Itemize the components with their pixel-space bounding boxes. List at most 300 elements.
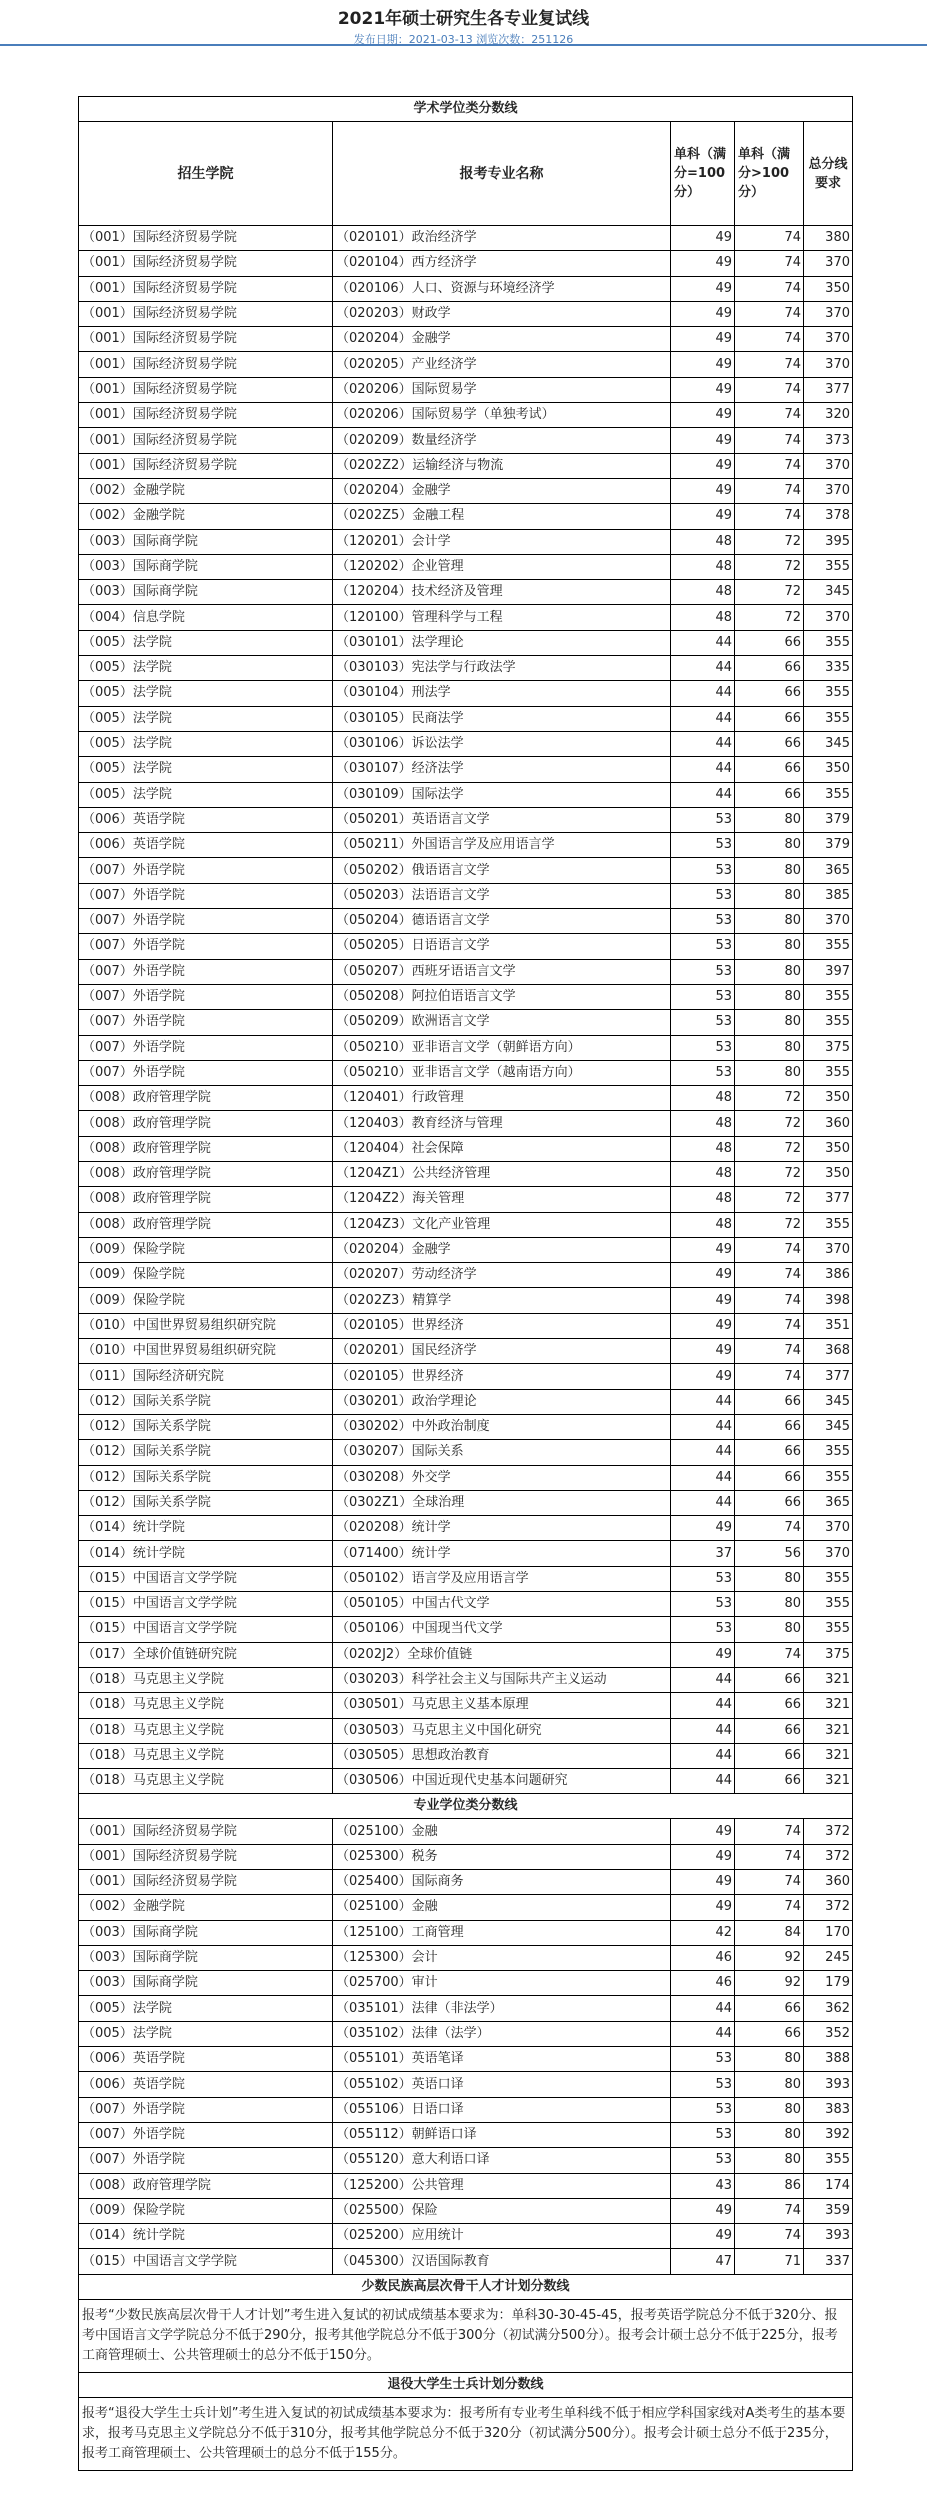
major-cell: （020205）产业经济学 xyxy=(333,352,671,377)
total-cell: 375 xyxy=(804,1642,853,1667)
single-gt100-cell: 66 xyxy=(735,782,804,807)
single-gt100-cell: 66 xyxy=(735,757,804,782)
academic-table-row xyxy=(79,327,853,352)
major-cell: （071400）统计学 xyxy=(333,1541,671,1566)
school-cell: （006）英语学院 xyxy=(79,833,333,858)
academic-table-row xyxy=(79,1313,853,1338)
single-100-cell: 53 xyxy=(671,1060,735,1085)
single-gt100-cell: 66 xyxy=(735,1769,804,1794)
single-100-cell: 47 xyxy=(671,2249,735,2274)
academic-table-row xyxy=(79,1136,853,1161)
school-cell: （001）国际经济贸易学院 xyxy=(79,301,333,326)
school-cell: （007）外语学院 xyxy=(79,909,333,934)
school-cell: （008）政府管理学院 xyxy=(79,1111,333,1136)
header-school: 招生学院 xyxy=(79,122,333,226)
single-gt100-cell: 80 xyxy=(735,1566,804,1591)
academic-table-row xyxy=(79,428,853,453)
school-cell: （003）国际商学院 xyxy=(79,1920,333,1945)
single-gt100-cell: 66 xyxy=(735,1718,804,1743)
school-cell: （014）统计学院 xyxy=(79,2224,333,2249)
academic-table-row xyxy=(79,605,853,630)
single-100-cell: 48 xyxy=(671,1187,735,1212)
school-cell: （003）国际商学院 xyxy=(79,580,333,605)
major-cell: （055120）意大利语口译 xyxy=(333,2148,671,2173)
single-100-cell: 49 xyxy=(671,478,735,503)
single-gt100-cell: 74 xyxy=(735,1870,804,1895)
total-cell: 383 xyxy=(804,2097,853,2122)
academic-table-row xyxy=(79,1187,853,1212)
single-gt100-cell: 72 xyxy=(735,580,804,605)
major-cell: （125100）工商管理 xyxy=(333,1920,671,1945)
major-cell: （0202J2）全球价值链 xyxy=(333,1642,671,1667)
major-cell: （030104）刑法学 xyxy=(333,681,671,706)
major-cell: （030505）思想政治教育 xyxy=(333,1743,671,1768)
single-100-cell: 49 xyxy=(671,1288,735,1313)
academic-table-row xyxy=(79,1642,853,1667)
total-cell: 355 xyxy=(804,681,853,706)
academic-table-row xyxy=(79,1086,853,1111)
school-cell: （001）国际经济贸易学院 xyxy=(79,453,333,478)
single-gt100-cell: 74 xyxy=(735,251,804,276)
academic-table-row xyxy=(79,1035,853,1060)
major-cell: （030503）马克思主义中国化研究 xyxy=(333,1718,671,1743)
total-cell: 350 xyxy=(804,1161,853,1186)
academic-table-row xyxy=(79,504,853,529)
academic-table-row xyxy=(79,1288,853,1313)
single-gt100-cell: 74 xyxy=(735,403,804,428)
single-gt100-cell: 74 xyxy=(735,2224,804,2249)
major-cell: （025200）应用统计 xyxy=(333,2224,671,2249)
single-gt100-cell: 74 xyxy=(735,428,804,453)
single-gt100-cell: 66 xyxy=(735,1667,804,1692)
school-cell: （003）国际商学院 xyxy=(79,529,333,554)
total-cell: 386 xyxy=(804,1263,853,1288)
school-cell: （012）国际关系学院 xyxy=(79,1490,333,1515)
professional-table-row xyxy=(79,2047,853,2072)
major-cell: （025500）保险 xyxy=(333,2198,671,2223)
major-cell: （055101）英语笔译 xyxy=(333,2047,671,2072)
single-100-cell: 49 xyxy=(671,226,735,251)
minority-section-title: 少数民族高层次骨干人才计划分数线 xyxy=(79,2274,853,2299)
single-100-cell: 49 xyxy=(671,1870,735,1895)
total-cell: 372 xyxy=(804,1819,853,1844)
major-cell: （120100）管理科学与工程 xyxy=(333,605,671,630)
school-cell: （008）政府管理学院 xyxy=(79,1086,333,1111)
total-cell: 350 xyxy=(804,276,853,301)
total-cell: 321 xyxy=(804,1667,853,1692)
single-gt100-cell: 66 xyxy=(735,656,804,681)
single-100-cell: 44 xyxy=(671,1490,735,1515)
school-cell: （009）保险学院 xyxy=(79,2198,333,2223)
single-gt100-cell: 66 xyxy=(735,1743,804,1768)
school-cell: （006）英语学院 xyxy=(79,2047,333,2072)
single-gt100-cell: 80 xyxy=(735,1060,804,1085)
school-cell: （012）国际关系学院 xyxy=(79,1440,333,1465)
major-cell: （020204）金融学 xyxy=(333,1237,671,1262)
academic-table-row xyxy=(79,1566,853,1591)
school-cell: （007）外语学院 xyxy=(79,1010,333,1035)
total-cell: 397 xyxy=(804,959,853,984)
total-cell: 351 xyxy=(804,1313,853,1338)
single-100-cell: 44 xyxy=(671,1440,735,1465)
single-gt100-cell: 74 xyxy=(735,1288,804,1313)
school-cell: （009）保险学院 xyxy=(79,1263,333,1288)
school-cell: （008）政府管理学院 xyxy=(79,1212,333,1237)
major-cell: （120404）社会保障 xyxy=(333,1136,671,1161)
major-cell: （030501）马克思主义基本原理 xyxy=(333,1693,671,1718)
school-cell: （007）外语学院 xyxy=(79,959,333,984)
school-cell: （001）国际经济贸易学院 xyxy=(79,428,333,453)
professional-table-row xyxy=(79,2021,853,2046)
professional-table-row xyxy=(79,2148,853,2173)
total-cell: 335 xyxy=(804,656,853,681)
school-cell: （002）金融学院 xyxy=(79,504,333,529)
academic-table-row xyxy=(79,1516,853,1541)
total-cell: 370 xyxy=(804,327,853,352)
single-gt100-cell: 86 xyxy=(735,2173,804,2198)
single-100-cell: 53 xyxy=(671,1617,735,1642)
academic-table-row xyxy=(79,1339,853,1364)
major-cell: （050208）阿拉伯语语言文学 xyxy=(333,984,671,1009)
major-cell: （0202Z3）精算学 xyxy=(333,1288,671,1313)
single-100-cell: 53 xyxy=(671,1035,735,1060)
total-cell: 360 xyxy=(804,1870,853,1895)
single-100-cell: 53 xyxy=(671,984,735,1009)
school-cell: （004）信息学院 xyxy=(79,605,333,630)
professional-table-row xyxy=(79,1920,853,1945)
single-100-cell: 49 xyxy=(671,1313,735,1338)
single-gt100-cell: 56 xyxy=(735,1541,804,1566)
professional-table-row xyxy=(79,2097,853,2122)
academic-table-row xyxy=(79,757,853,782)
single-100-cell: 48 xyxy=(671,1136,735,1161)
school-cell: （007）外语学院 xyxy=(79,2097,333,2122)
single-100-cell: 44 xyxy=(671,681,735,706)
total-cell: 355 xyxy=(804,1060,853,1085)
single-gt100-cell: 74 xyxy=(735,2198,804,2223)
header-major: 报考专业名称 xyxy=(333,122,671,226)
single-gt100-cell: 66 xyxy=(735,706,804,731)
single-100-cell: 49 xyxy=(671,276,735,301)
single-gt100-cell: 80 xyxy=(735,1010,804,1035)
school-cell: （007）外语学院 xyxy=(79,984,333,1009)
academic-table-row xyxy=(79,1718,853,1743)
single-gt100-cell: 66 xyxy=(735,1440,804,1465)
single-gt100-cell: 74 xyxy=(735,1895,804,1920)
major-cell: （020201）国民经济学 xyxy=(333,1339,671,1364)
school-cell: （003）国际商学院 xyxy=(79,554,333,579)
academic-table-row xyxy=(79,1490,853,1515)
school-cell: （001）国际经济贸易学院 xyxy=(79,327,333,352)
academic-section-row xyxy=(79,97,853,122)
total-cell: 321 xyxy=(804,1693,853,1718)
single-gt100-cell: 72 xyxy=(735,605,804,630)
academic-table-row xyxy=(79,731,853,756)
table-header-row xyxy=(79,122,853,226)
major-cell: （120403）教育经济与管理 xyxy=(333,1111,671,1136)
total-cell: 377 xyxy=(804,377,853,402)
minority-note: 报考“少数民族高层次骨干人才计划”考生进入复试的初试成绩基本要求为：单科30-30-45-45，报考英语学院总分不低于320分、报考中国语言文学学院总分不低于290分，报考其他学院总分不低于300分（初试满分500分）。报考会计硕士总分不低于225分，报考工商管理硕士、公共管理硕士的总分不低于150分。 xyxy=(79,2299,853,2372)
single-100-cell: 49 xyxy=(671,2198,735,2223)
single-gt100-cell: 72 xyxy=(735,1086,804,1111)
school-cell: （005）法学院 xyxy=(79,630,333,655)
academic-table-row xyxy=(79,1237,853,1262)
single-100-cell: 49 xyxy=(671,1339,735,1364)
total-cell: 370 xyxy=(804,453,853,478)
major-cell: （055106）日语口译 xyxy=(333,2097,671,2122)
single-gt100-cell: 80 xyxy=(735,1617,804,1642)
major-cell: （025100）金融 xyxy=(333,1819,671,1844)
single-100-cell: 53 xyxy=(671,2072,735,2097)
academic-table-row xyxy=(79,1743,853,1768)
major-cell: （0202Z2）运输经济与物流 xyxy=(333,453,671,478)
single-100-cell: 44 xyxy=(671,1667,735,1692)
academic-table-row xyxy=(79,656,853,681)
single-100-cell: 44 xyxy=(671,1389,735,1414)
total-cell: 321 xyxy=(804,1743,853,1768)
single-100-cell: 44 xyxy=(671,757,735,782)
single-gt100-cell: 80 xyxy=(735,883,804,908)
single-gt100-cell: 80 xyxy=(735,909,804,934)
total-cell: 321 xyxy=(804,1718,853,1743)
academic-table-row xyxy=(79,1769,853,1794)
major-cell: （050211）外国语言学及应用语言学 xyxy=(333,833,671,858)
single-gt100-cell: 74 xyxy=(735,478,804,503)
single-gt100-cell: 72 xyxy=(735,554,804,579)
major-cell: （0202Z5）金融工程 xyxy=(333,504,671,529)
single-100-cell: 49 xyxy=(671,1364,735,1389)
single-gt100-cell: 74 xyxy=(735,1339,804,1364)
single-gt100-cell: 72 xyxy=(735,1111,804,1136)
total-cell: 392 xyxy=(804,2122,853,2147)
professional-table-row xyxy=(79,1996,853,2021)
school-cell: （001）国际经济贸易学院 xyxy=(79,352,333,377)
single-gt100-cell: 71 xyxy=(735,2249,804,2274)
major-cell: （025400）国际商务 xyxy=(333,1870,671,1895)
academic-table-row xyxy=(79,1414,853,1439)
major-cell: （030506）中国近现代史基本问题研究 xyxy=(333,1769,671,1794)
school-cell: （014）统计学院 xyxy=(79,1541,333,1566)
school-cell: （007）外语学院 xyxy=(79,2122,333,2147)
total-cell: 359 xyxy=(804,2198,853,2223)
total-cell: 170 xyxy=(804,1920,853,1945)
professional-table-row xyxy=(79,2072,853,2097)
single-100-cell: 48 xyxy=(671,605,735,630)
single-100-cell: 53 xyxy=(671,833,735,858)
academic-table-row xyxy=(79,934,853,959)
single-100-cell: 53 xyxy=(671,959,735,984)
professional-table-row xyxy=(79,2224,853,2249)
total-cell: 370 xyxy=(804,352,853,377)
single-gt100-cell: 80 xyxy=(735,2072,804,2097)
single-100-cell: 44 xyxy=(671,706,735,731)
single-100-cell: 49 xyxy=(671,504,735,529)
school-cell: （005）法学院 xyxy=(79,681,333,706)
major-cell: （020209）数量经济学 xyxy=(333,428,671,453)
single-gt100-cell: 66 xyxy=(735,1693,804,1718)
total-cell: 388 xyxy=(804,2047,853,2072)
school-cell: （001）国际经济贸易学院 xyxy=(79,276,333,301)
professional-table-row xyxy=(79,1844,853,1869)
school-cell: （005）法学院 xyxy=(79,731,333,756)
academic-table-row xyxy=(79,858,853,883)
school-cell: （018）马克思主义学院 xyxy=(79,1693,333,1718)
major-cell: （050102）语言学及应用语言学 xyxy=(333,1566,671,1591)
school-cell: （008）政府管理学院 xyxy=(79,1161,333,1186)
school-cell: （015）中国语言文学学院 xyxy=(79,1566,333,1591)
professional-table-row xyxy=(79,2198,853,2223)
academic-table-row xyxy=(79,580,853,605)
total-cell: 373 xyxy=(804,428,853,453)
single-100-cell: 49 xyxy=(671,377,735,402)
school-cell: （007）外语学院 xyxy=(79,2148,333,2173)
single-gt100-cell: 80 xyxy=(735,1035,804,1060)
single-100-cell: 37 xyxy=(671,1541,735,1566)
single-100-cell: 49 xyxy=(671,1819,735,1844)
major-cell: （0302Z1）全球治理 xyxy=(333,1490,671,1515)
academic-table-row xyxy=(79,681,853,706)
total-cell: 370 xyxy=(804,1516,853,1541)
academic-table-row xyxy=(79,1592,853,1617)
single-100-cell: 53 xyxy=(671,1566,735,1591)
academic-table-row xyxy=(79,782,853,807)
total-cell: 350 xyxy=(804,1086,853,1111)
school-cell: （003）国际商学院 xyxy=(79,1945,333,1970)
academic-table-row xyxy=(79,833,853,858)
single-gt100-cell: 74 xyxy=(735,504,804,529)
school-cell: （005）法学院 xyxy=(79,757,333,782)
major-cell: （030107）经济法学 xyxy=(333,757,671,782)
academic-table-row xyxy=(79,807,853,832)
school-cell: （018）马克思主义学院 xyxy=(79,1718,333,1743)
school-cell: （008）政府管理学院 xyxy=(79,1187,333,1212)
single-100-cell: 49 xyxy=(671,1642,735,1667)
single-100-cell: 46 xyxy=(671,1971,735,1996)
total-cell: 365 xyxy=(804,1490,853,1515)
page-header xyxy=(0,0,927,46)
school-cell: （007）外语学院 xyxy=(79,858,333,883)
single-100-cell: 49 xyxy=(671,251,735,276)
school-cell: （007）外语学院 xyxy=(79,1035,333,1060)
total-cell: 398 xyxy=(804,1288,853,1313)
school-cell: （005）法学院 xyxy=(79,2021,333,2046)
single-100-cell: 49 xyxy=(671,327,735,352)
school-cell: （002）金融学院 xyxy=(79,478,333,503)
major-cell: （025700）审计 xyxy=(333,1971,671,1996)
major-cell: （020204）金融学 xyxy=(333,478,671,503)
total-cell: 360 xyxy=(804,1111,853,1136)
major-cell: （1204Z2）海关管理 xyxy=(333,1187,671,1212)
single-gt100-cell: 80 xyxy=(735,934,804,959)
single-100-cell: 49 xyxy=(671,428,735,453)
total-cell: 174 xyxy=(804,2173,853,2198)
school-cell: （001）国际经济贸易学院 xyxy=(79,1819,333,1844)
total-cell: 355 xyxy=(804,1566,853,1591)
single-gt100-cell: 72 xyxy=(735,1212,804,1237)
single-100-cell: 49 xyxy=(671,453,735,478)
total-cell: 355 xyxy=(804,1212,853,1237)
single-100-cell: 48 xyxy=(671,529,735,554)
professional-section-title: 专业学位类分数线 xyxy=(79,1794,853,1819)
total-cell: 350 xyxy=(804,1136,853,1161)
academic-table-row xyxy=(79,1693,853,1718)
minority-section-row xyxy=(79,2274,853,2299)
single-100-cell: 48 xyxy=(671,554,735,579)
single-gt100-cell: 66 xyxy=(735,1996,804,2021)
single-gt100-cell: 74 xyxy=(735,1263,804,1288)
academic-table-row xyxy=(79,706,853,731)
single-gt100-cell: 80 xyxy=(735,807,804,832)
total-cell: 179 xyxy=(804,1971,853,1996)
single-gt100-cell: 74 xyxy=(735,301,804,326)
single-100-cell: 53 xyxy=(671,2122,735,2147)
total-cell: 320 xyxy=(804,403,853,428)
professional-table-row xyxy=(79,1870,853,1895)
school-cell: （015）中国语言文学学院 xyxy=(79,2249,333,2274)
academic-table-row xyxy=(79,630,853,655)
single-100-cell: 53 xyxy=(671,2047,735,2072)
total-cell: 355 xyxy=(804,782,853,807)
single-gt100-cell: 74 xyxy=(735,352,804,377)
major-cell: （020106）人口、资源与环境经济学 xyxy=(333,276,671,301)
single-100-cell: 53 xyxy=(671,807,735,832)
major-cell: （045300）汉语国际教育 xyxy=(333,2249,671,2274)
professional-section-row xyxy=(79,1794,853,1819)
single-100-cell: 44 xyxy=(671,1769,735,1794)
single-gt100-cell: 74 xyxy=(735,226,804,251)
major-cell: （125300）会计 xyxy=(333,1945,671,1970)
minority-note-row xyxy=(79,2299,853,2372)
veterans-note-row xyxy=(79,2397,853,2470)
total-cell: 368 xyxy=(804,1339,853,1364)
single-gt100-cell: 72 xyxy=(735,1187,804,1212)
single-gt100-cell: 66 xyxy=(735,2021,804,2046)
total-cell: 355 xyxy=(804,1465,853,1490)
professional-table-row xyxy=(79,1819,853,1844)
major-cell: （050105）中国古代文学 xyxy=(333,1592,671,1617)
total-cell: 372 xyxy=(804,1895,853,1920)
major-cell: （120401）行政管理 xyxy=(333,1086,671,1111)
school-cell: （012）国际关系学院 xyxy=(79,1389,333,1414)
academic-section-title: 学术学位类分数线 xyxy=(79,97,853,122)
school-cell: （010）中国世界贸易组织研究院 xyxy=(79,1339,333,1364)
total-cell: 355 xyxy=(804,1617,853,1642)
major-cell: （120204）技术经济及管理 xyxy=(333,580,671,605)
single-100-cell: 49 xyxy=(671,1237,735,1262)
school-cell: （006）英语学院 xyxy=(79,807,333,832)
academic-table-row xyxy=(79,301,853,326)
academic-table-row xyxy=(79,377,853,402)
school-cell: （009）保险学院 xyxy=(79,1237,333,1262)
single-100-cell: 44 xyxy=(671,1465,735,1490)
professional-table-row xyxy=(79,1895,853,1920)
total-cell: 379 xyxy=(804,833,853,858)
major-cell: （035102）法律（法学） xyxy=(333,2021,671,2046)
single-100-cell: 44 xyxy=(671,782,735,807)
school-cell: （005）法学院 xyxy=(79,782,333,807)
major-cell: （050210）亚非语言文学（朝鲜语方向） xyxy=(333,1035,671,1060)
school-cell: （005）法学院 xyxy=(79,1996,333,2021)
school-cell: （006）英语学院 xyxy=(79,2072,333,2097)
total-cell: 370 xyxy=(804,909,853,934)
major-cell: （050202）俄语语言文学 xyxy=(333,858,671,883)
single-100-cell: 53 xyxy=(671,909,735,934)
academic-table-row xyxy=(79,554,853,579)
major-cell: （050207）西班牙语语言文学 xyxy=(333,959,671,984)
major-cell: （050205）日语语言文学 xyxy=(333,934,671,959)
academic-table-row xyxy=(79,1389,853,1414)
header-total: 总分线要求 xyxy=(804,122,853,226)
